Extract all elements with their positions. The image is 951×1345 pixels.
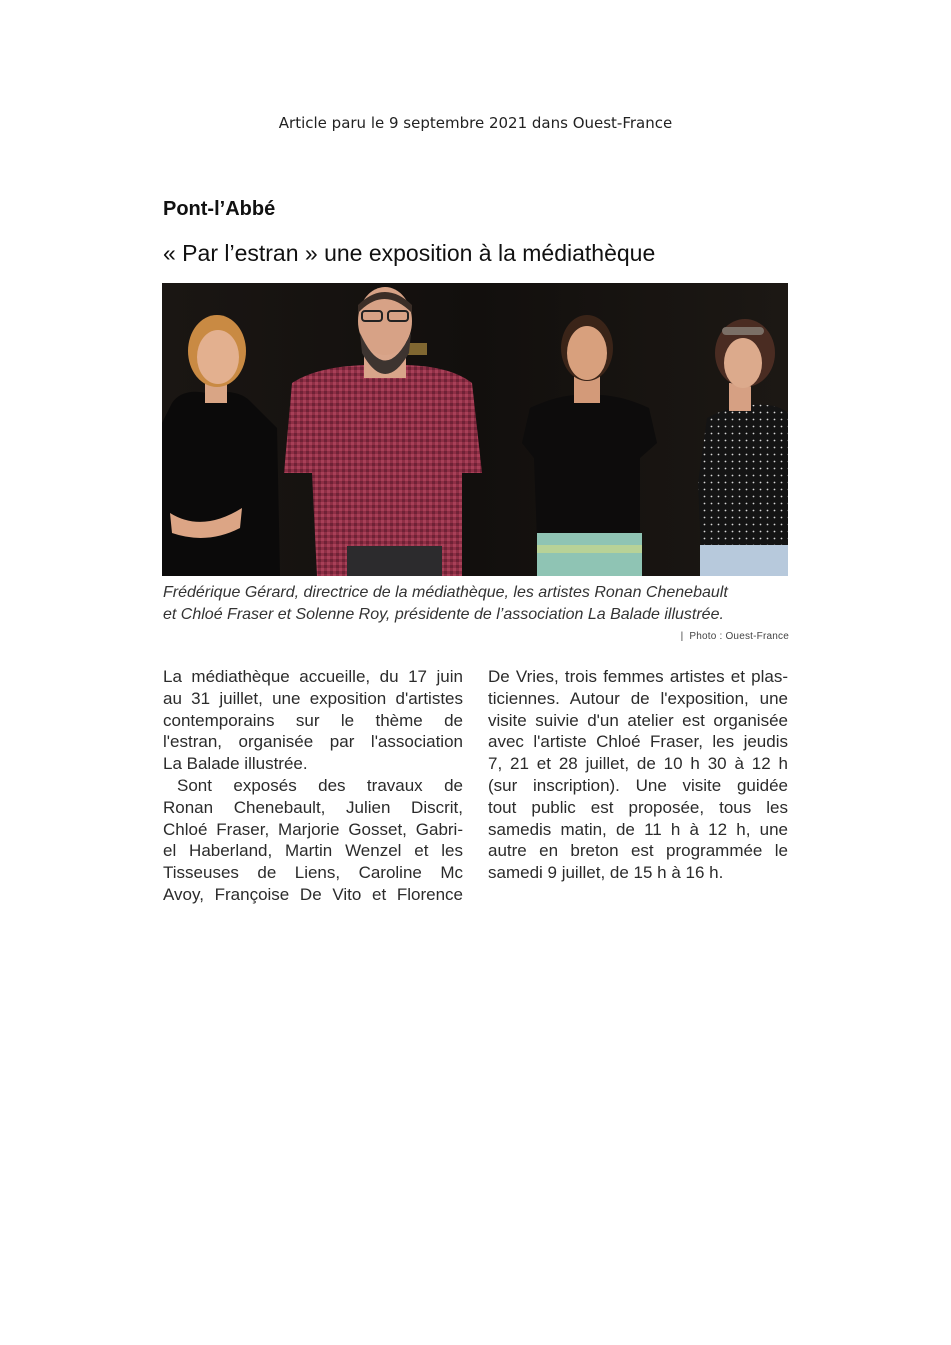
body-line: el Haberland, Martin Wenzel et les: [163, 841, 463, 861]
article-column-right: [488, 666, 788, 884]
body-line: avec l'artiste Chloé Fraser, les jeudis: [488, 732, 788, 752]
body-line: (sur inscription). Une visite guidée: [488, 775, 788, 795]
body-line: La médiathèque accueille, du 17 juin: [163, 667, 463, 686]
caption-line: Frédérique Gérard, directrice de la médiathèque, les artistes Ronan Chenebault: [163, 584, 728, 601]
credit-separator: |: [680, 631, 684, 642]
credit-label: Photo :: [689, 631, 723, 642]
article-location: Pont-l’Abbé: [163, 198, 276, 220]
body-line: samedis matin, de 11 h à 12 h, une: [488, 819, 788, 839]
body-line: Sont exposés des travaux de: [177, 775, 463, 795]
body-line: contemporains sur le thème de: [163, 710, 463, 730]
body-line: au 31 juillet, une exposition d'artistes: [163, 688, 463, 708]
body-line: De Vries, trois femmes artistes et plas-: [488, 667, 788, 686]
body-line: 7, 21 et 28 juillet, de 10 h 30 à 12 h: [488, 754, 788, 774]
body-line: tout public est proposée, tous les: [488, 797, 788, 817]
credit-source: Ouest-France: [725, 631, 789, 642]
article-headline: « Par l’estran » une exposition à la médiathèque: [163, 240, 656, 266]
photo-credit: [681, 631, 789, 642]
body-line: Chloé Fraser, Marjorie Gosset, Gabri-: [163, 819, 463, 839]
group-photo-illustration: [162, 283, 788, 576]
body-line: Tisseuses de Liens, Caroline Mc: [163, 863, 463, 883]
body-line: ticiennes. Autour de l'exposition, une: [488, 688, 788, 708]
body-line: autre en breton est programmée le: [488, 841, 788, 861]
body-line: Avoy, Françoise De Vito et Florence: [163, 884, 463, 904]
body-line: samedi 9 juillet, de 15 h à 16 h.: [488, 863, 724, 883]
body-line: Ronan Chenebault, Julien Discrit,: [163, 797, 463, 817]
body-line: l'estran, organisée par l'association: [163, 732, 463, 752]
photo-caption: [163, 582, 789, 626]
body-line: visite suivie d'un atelier est organisée: [488, 710, 788, 730]
article-photo: [162, 283, 788, 576]
caption-line: et Chloé Fraser et Solenne Roy, présidente de l’association La Balade illustrée.: [163, 606, 724, 623]
body-line: La Balade illustrée.: [163, 754, 308, 774]
publication-note: Article paru le 9 septembre 2021 dans Ouest-France: [278, 114, 673, 132]
article-column-left: [163, 666, 463, 906]
